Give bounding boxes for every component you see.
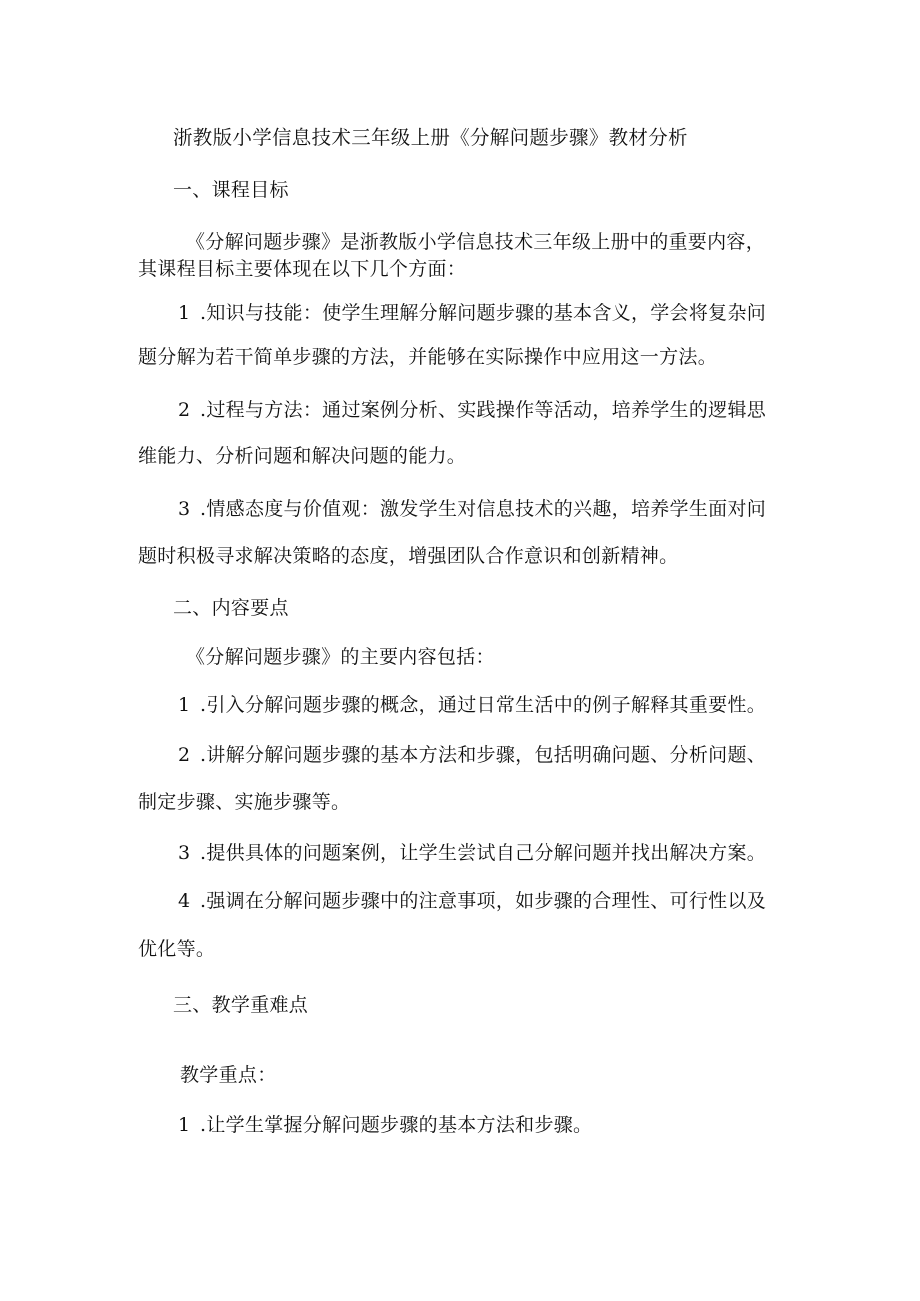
list-number: 1 bbox=[178, 694, 191, 716]
list-number: 3 bbox=[178, 498, 191, 520]
content-item-2-line2: 制定步骤、实施步骤等。 bbox=[138, 791, 351, 813]
section1-intro-line1: 《分解问题步骤》是浙教版小学信息技术三年级上册中的重要内容， bbox=[186, 231, 766, 253]
content-item-1-line1 bbox=[178, 693, 766, 717]
teaching-focus-subheading: 教学重点： bbox=[180, 1064, 277, 1086]
goal-item-2-line2: 维能力、分析问题和解决问题的能力。 bbox=[138, 445, 467, 467]
goal-item-2-line1 bbox=[178, 398, 766, 422]
list-number: 2 bbox=[178, 399, 191, 421]
list-number: 4 bbox=[178, 890, 191, 912]
goal-item-1-line2: 题分解为若干简单步骤的方法，并能够在实际操作中应用这一方法。 bbox=[138, 346, 718, 368]
content-item-4-line2: 优化等。 bbox=[138, 938, 216, 960]
list-number: 2 bbox=[178, 744, 191, 766]
list-number: 3 bbox=[178, 842, 191, 864]
section2-intro: 《分解问题步骤》的主要内容包括： bbox=[186, 646, 495, 668]
list-text: .引入分解问题步骤的概念，通过日常生活中的例子解释其重要性。 bbox=[200, 694, 767, 716]
goal-item-1-line1 bbox=[178, 301, 766, 325]
content-item-3-line1 bbox=[178, 841, 766, 865]
content-item-2-line1 bbox=[178, 743, 766, 767]
focus-item-1 bbox=[178, 1113, 592, 1137]
section-heading-course-goals: 一、课程目标 bbox=[173, 179, 289, 201]
content-item-4-line1 bbox=[178, 889, 766, 913]
list-text: .强调在分解问题步骤中的注意事项，如步骤的合理性、可行性以及 bbox=[200, 890, 767, 912]
section-heading-content-points: 二、内容要点 bbox=[173, 597, 289, 619]
section-heading-teaching-key-points: 三、教学重难点 bbox=[173, 994, 309, 1016]
list-number: 1 bbox=[178, 302, 191, 324]
list-text: .情感态度与价值观：激发学生对信息技术的兴趣，培养学生面对问 bbox=[200, 498, 767, 520]
section1-intro-line2: 其课程目标主要体现在以下几个方面： bbox=[138, 258, 467, 280]
goal-item-3-line1 bbox=[178, 497, 766, 521]
document-title: 浙教版小学信息技术三年级上册《分解问题步骤》教材分析 bbox=[173, 126, 688, 149]
list-text: .讲解分解问题步骤的基本方法和步骤，包括明确问题、分析问题、 bbox=[200, 744, 767, 766]
list-number: 1 bbox=[178, 1114, 191, 1136]
list-text: .过程与方法：通过案例分析、实践操作等活动，培养学生的逻辑思 bbox=[200, 399, 767, 421]
list-text: .知识与技能：使学生理解分解问题步骤的基本含义，学会将复杂问 bbox=[200, 302, 767, 324]
list-text: .提供具体的问题案例，让学生尝试自己分解问题并找出解决方案。 bbox=[200, 842, 767, 864]
list-text: .让学生掌握分解问题步骤的基本方法和步骤。 bbox=[200, 1114, 593, 1136]
goal-item-3-line2: 题时积极寻求解决策略的态度，增强团队合作意识和创新精神。 bbox=[138, 545, 679, 567]
